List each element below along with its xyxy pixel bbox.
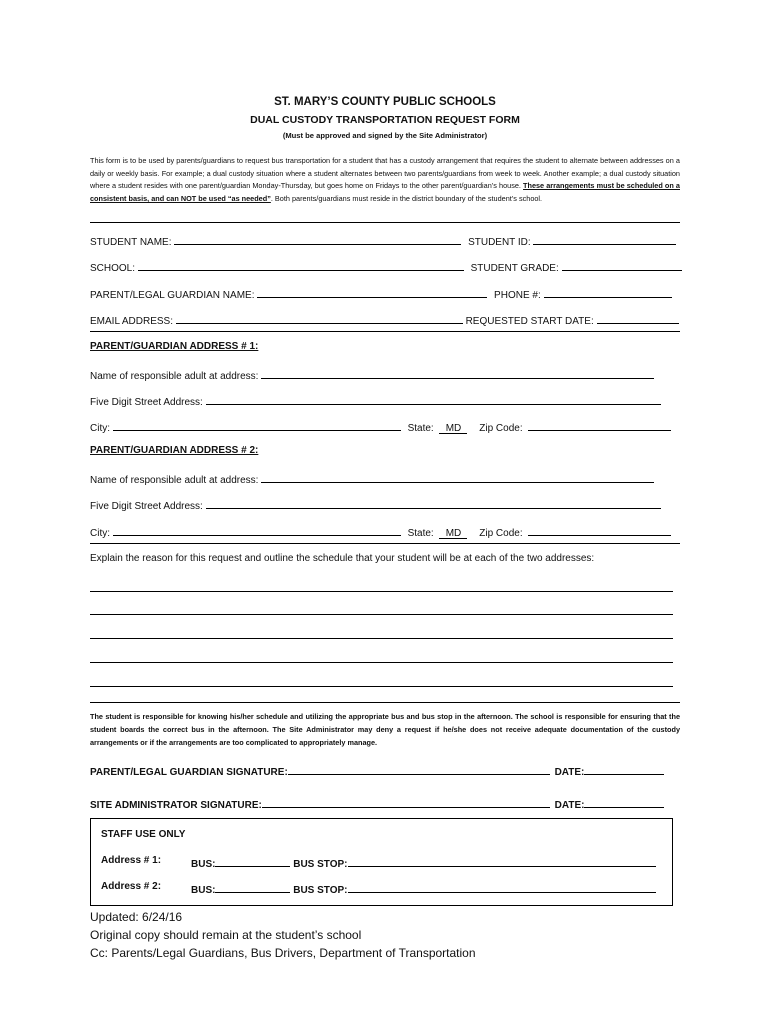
staff-address2-row bbox=[191, 881, 656, 896]
guardian-name-row bbox=[90, 286, 680, 300]
start-date-label: REQUESTED START DATE: bbox=[465, 316, 594, 327]
address1-city-row bbox=[90, 419, 680, 433]
reason-line[interactable] bbox=[90, 686, 673, 687]
staff-address2-label: Address # 2: bbox=[101, 881, 162, 892]
address2-state-label: State: bbox=[407, 528, 434, 539]
admin-signature-row bbox=[90, 796, 680, 811]
admin-date-field[interactable] bbox=[584, 796, 664, 808]
address1-adult-row bbox=[90, 367, 680, 381]
guardian-signature-label: PARENT/LEGAL GUARDIAN SIGNATURE: bbox=[90, 767, 288, 778]
address1-state-label: State: bbox=[407, 423, 434, 434]
address1-street-row bbox=[90, 393, 680, 407]
address2-city-label: City: bbox=[90, 528, 110, 539]
reason-line[interactable] bbox=[90, 638, 673, 639]
footer-original: Original copy should remain at the student’s school bbox=[90, 928, 362, 942]
staff-bus2-label: BUS: bbox=[191, 885, 216, 896]
address1-state-value[interactable]: MD bbox=[439, 422, 467, 434]
guardian-name-label: PARENT/LEGAL GUARDIAN NAME: bbox=[90, 290, 255, 301]
address1-city-label: City: bbox=[90, 423, 110, 434]
address1-zip-field[interactable] bbox=[528, 419, 671, 431]
reason-line[interactable] bbox=[90, 614, 673, 615]
staff-bus1-field[interactable] bbox=[215, 855, 290, 867]
divider bbox=[90, 702, 680, 703]
student-name-label: STUDENT NAME: bbox=[90, 237, 172, 248]
address2-street-row bbox=[90, 497, 680, 511]
phone-label: PHONE #: bbox=[494, 290, 541, 301]
student-id-field[interactable] bbox=[533, 233, 676, 245]
email-row bbox=[90, 312, 680, 326]
footer bbox=[90, 908, 476, 962]
intro-tail: . Both parents/guardians must reside in the district boundary of the student’s school. bbox=[270, 194, 543, 204]
address2-city-row bbox=[90, 524, 680, 538]
address2-adult-label: Name of responsible adult at address: bbox=[90, 475, 259, 486]
student-grade-label: STUDENT GRADE: bbox=[470, 263, 559, 274]
staff-bus2-field[interactable] bbox=[215, 881, 290, 893]
address1-city-field[interactable] bbox=[113, 419, 401, 431]
address2-street-field[interactable] bbox=[206, 497, 661, 509]
admin-signature-label: SITE ADMINISTRATOR SIGNATURE: bbox=[90, 800, 262, 811]
school-row bbox=[90, 259, 680, 273]
student-id-label: STUDENT ID: bbox=[468, 237, 531, 248]
guardian-signature-field[interactable] bbox=[288, 763, 550, 775]
intro-paragraph bbox=[90, 155, 680, 206]
email-field[interactable] bbox=[176, 312, 463, 324]
admin-date-label: DATE: bbox=[554, 800, 585, 811]
address2-city-field[interactable] bbox=[113, 524, 401, 536]
staff-address1-row bbox=[191, 855, 656, 870]
admin-signature-field[interactable] bbox=[262, 796, 550, 808]
staff-stop1-label: BUS STOP: bbox=[293, 859, 348, 870]
guardian-date-label: DATE: bbox=[554, 767, 585, 778]
divider bbox=[90, 331, 680, 332]
district-title: ST. MARY’S COUNTY PUBLIC SCHOOLS bbox=[274, 96, 496, 108]
address1-adult-label: Name of responsible adult at address: bbox=[90, 371, 259, 382]
staff-address1-label: Address # 1: bbox=[101, 855, 162, 866]
address1-street-label: Five Digit Street Address: bbox=[90, 397, 203, 408]
form-title: DUAL CUSTODY TRANSPORTATION REQUEST FORM bbox=[250, 114, 520, 126]
divider bbox=[90, 222, 680, 223]
staff-stop1-field[interactable] bbox=[348, 855, 656, 867]
staff-stop2-label: BUS STOP: bbox=[293, 885, 348, 896]
intro-emphasis: These arrangements must be scheduled on a consistent basis, and can NOT be used “as needed” bbox=[90, 181, 680, 204]
staff-use-box bbox=[90, 818, 673, 906]
school-label: SCHOOL: bbox=[90, 263, 136, 274]
divider bbox=[90, 543, 680, 544]
reason-line[interactable] bbox=[90, 591, 673, 592]
address1-street-field[interactable] bbox=[206, 393, 661, 405]
address1-adult-field[interactable] bbox=[261, 367, 654, 379]
approval-note: (Must be approved and signed by the Site Administrator) bbox=[282, 131, 488, 140]
phone-field[interactable] bbox=[544, 286, 672, 298]
student-name-field[interactable] bbox=[174, 233, 461, 245]
guardian-signature-row bbox=[90, 763, 680, 778]
address2-zip-field[interactable] bbox=[528, 524, 671, 536]
footer-cc: Cc: Parents/Legal Guardians, Bus Drivers, Department of Transportation bbox=[90, 946, 476, 960]
address2-zip-label: Zip Code: bbox=[479, 528, 523, 539]
school-field[interactable] bbox=[138, 259, 464, 271]
address1-heading: PARENT/GUARDIAN ADDRESS # 1: bbox=[90, 341, 259, 352]
footer-updated: Updated: 6/24/16 bbox=[90, 910, 183, 924]
start-date-field[interactable] bbox=[597, 312, 679, 324]
reason-prompt: Explain the reason for this request and outline the schedule that your student will be at each of the two addresses: bbox=[90, 553, 595, 564]
address2-adult-row bbox=[90, 471, 680, 485]
staff-stop2-field[interactable] bbox=[348, 881, 656, 893]
address2-heading: PARENT/GUARDIAN ADDRESS # 2: bbox=[90, 445, 259, 456]
address1-zip-label: Zip Code: bbox=[479, 423, 523, 434]
guardian-name-field[interactable] bbox=[257, 286, 487, 298]
responsibility-note: The student is responsible for knowing his/her schedule and utilizing the appropriate bus and bus stop in the afternoon. The school is responsible for ensuring that the student boards the correct bus in the afternoon. The Site Administrator may deny a request if he/she does not receive adequate documentation of the custody arrangements or if the arrangements are too complicated to appropriately manage. bbox=[90, 712, 680, 747]
student-grade-field[interactable] bbox=[562, 259, 682, 271]
intro-text: This form is to be used by parents/guardians to request bus transportation for a student that has a custody arrangement that requires the student to alternate between addresses on a daily or weekly basis. For example; a dual custody situation where a student alternates between two parents/guardians from week to week. Another example; a dual custody situation where a student resides with one parent/guardian Monday-Thursday, but goes home on Fridays to the other parent/guardian’s house. bbox=[90, 156, 680, 191]
student-name-row bbox=[90, 233, 680, 247]
email-label: EMAIL ADDRESS: bbox=[90, 316, 173, 327]
address2-adult-field[interactable] bbox=[261, 471, 654, 483]
staff-bus1-label: BUS: bbox=[191, 859, 216, 870]
guardian-date-field[interactable] bbox=[584, 763, 664, 775]
reason-line[interactable] bbox=[90, 662, 673, 663]
address2-street-label: Five Digit Street Address: bbox=[90, 501, 203, 512]
address2-state-value[interactable]: MD bbox=[439, 527, 467, 539]
staff-title: STAFF USE ONLY bbox=[101, 829, 186, 840]
